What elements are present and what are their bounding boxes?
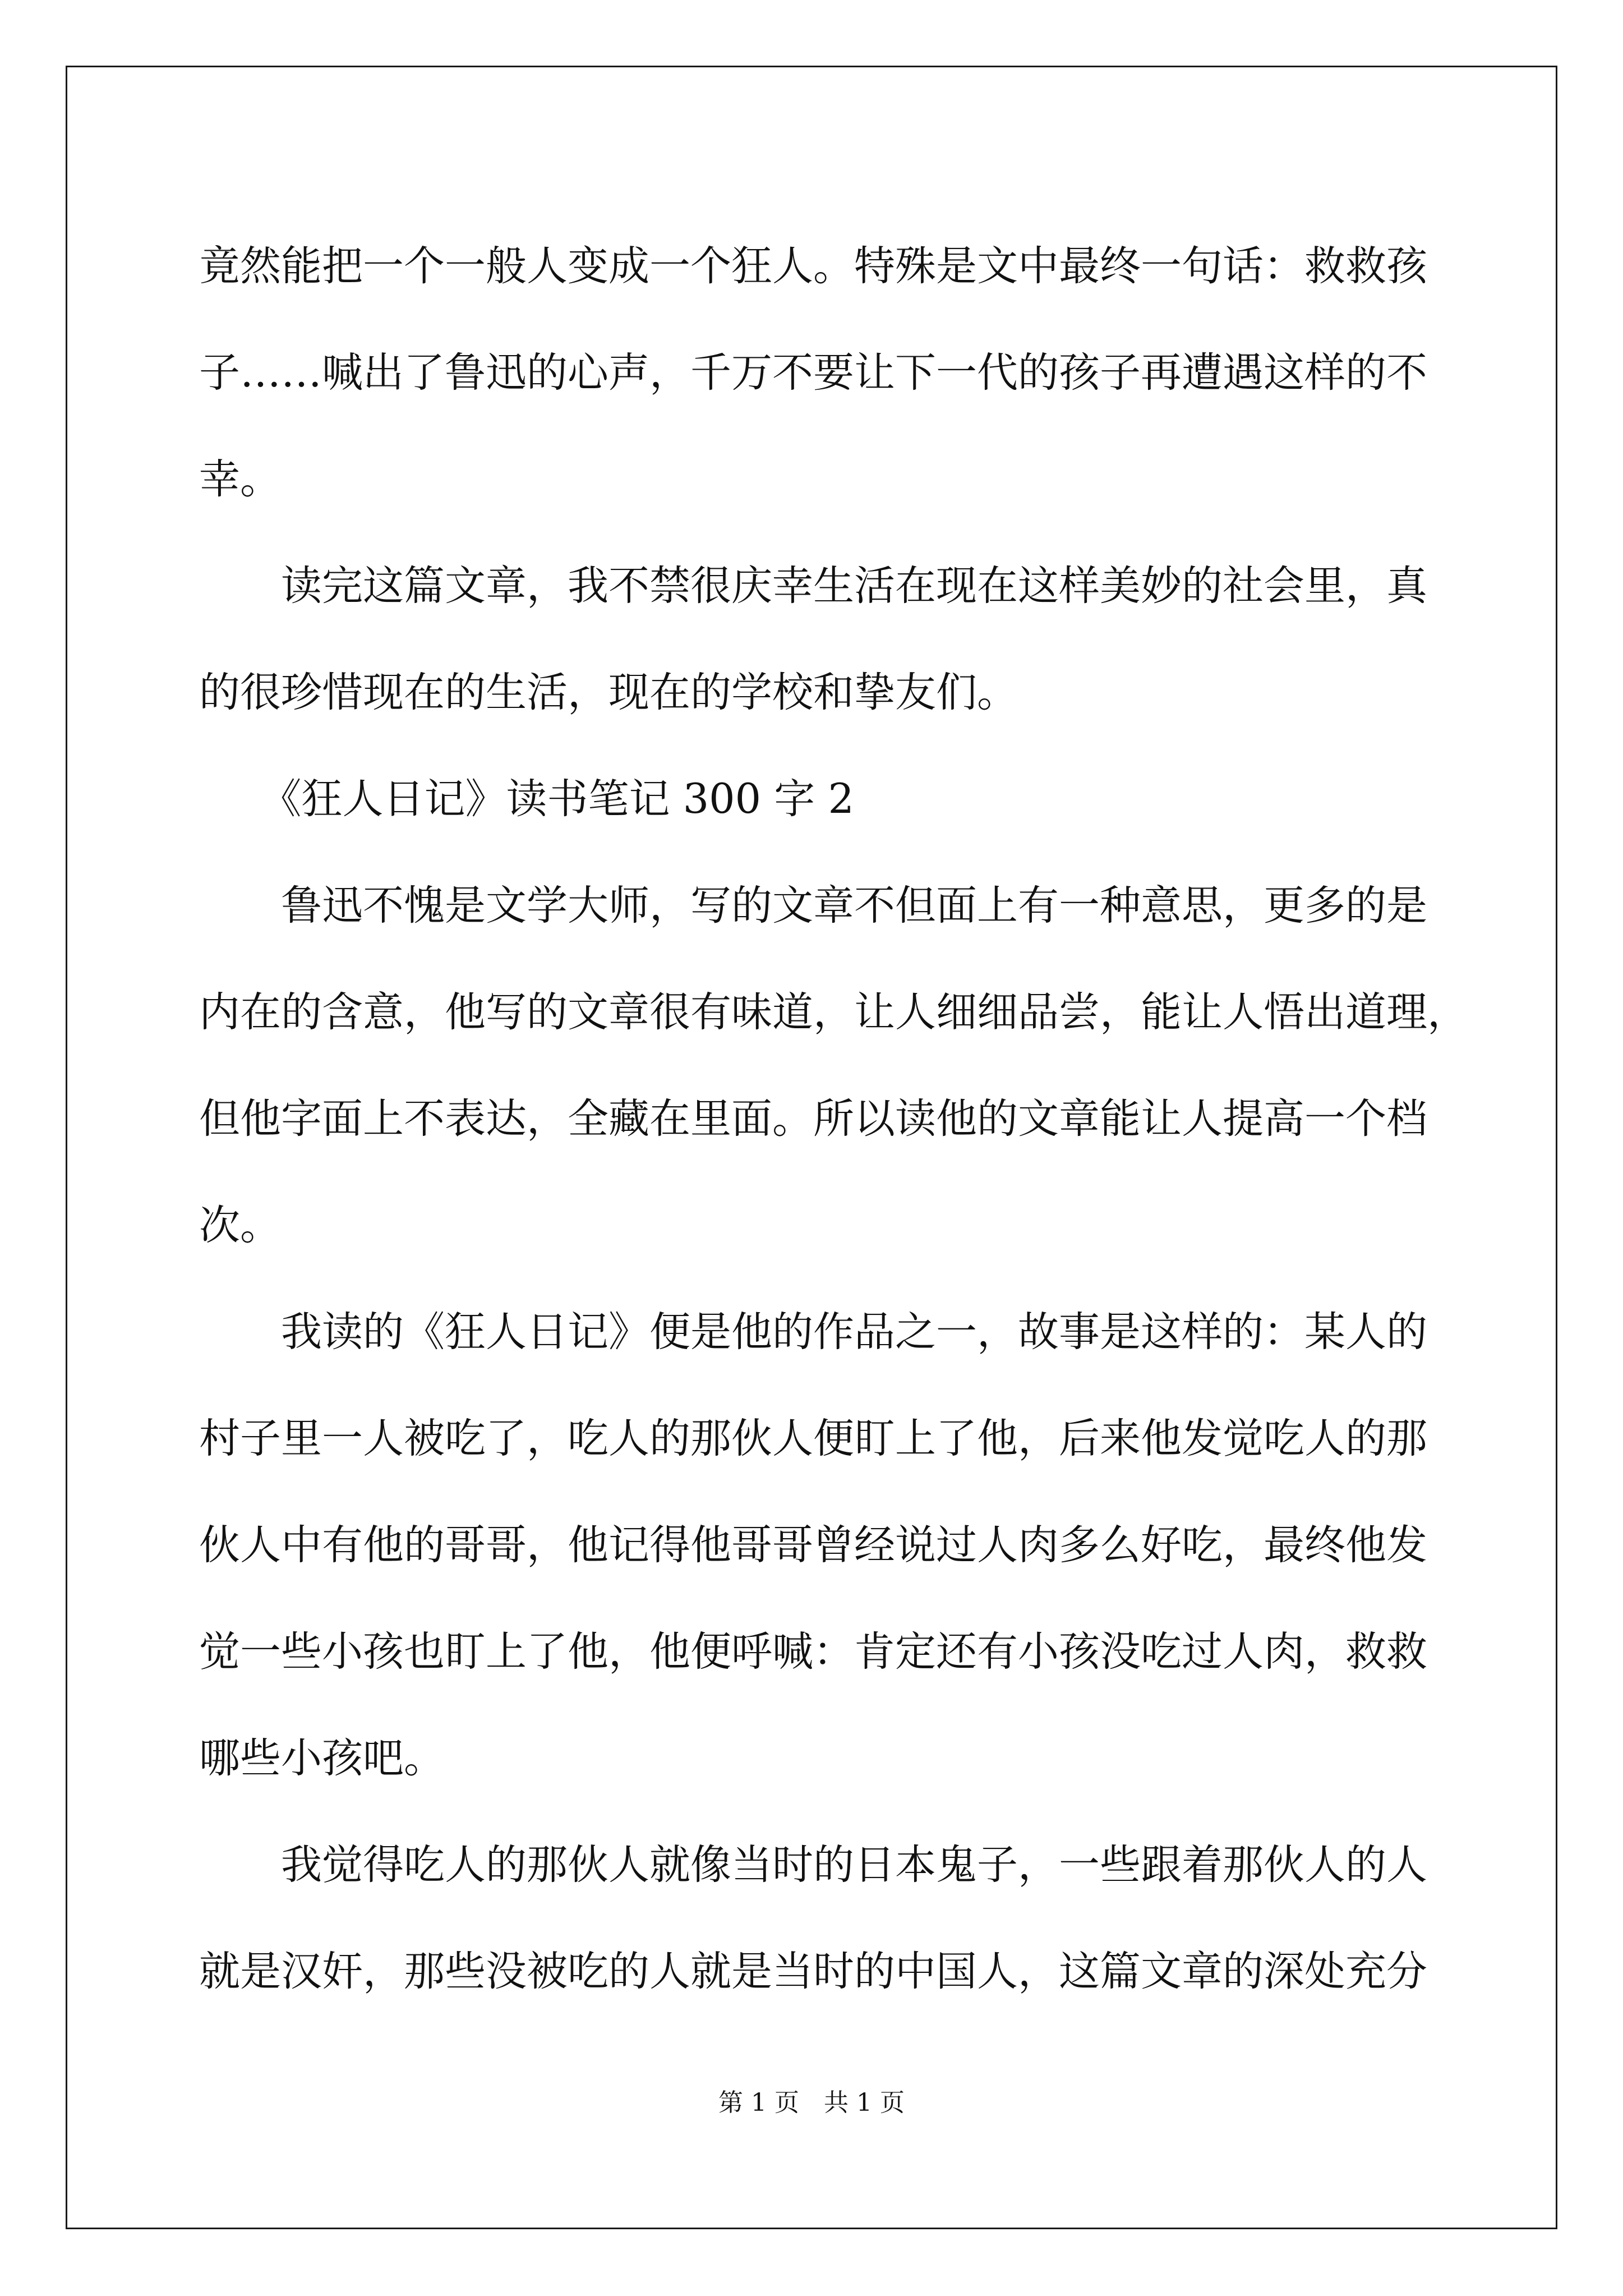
text-line: 子……喊出了鲁迅的心声，千万不要让下一代的孩子再遭遇这样的不	[199, 349, 1427, 397]
text-line: 竟然能把一个一般人变成一个狂人。特殊是文中最终一句话：救救孩	[199, 242, 1427, 290]
text-line: 我觉得吃人的那伙人就像当时的日本鬼子，一些跟着那伙人的人	[199, 1841, 1427, 1889]
text-line: 鲁迅不愧是文学大师，写的文章不但面上有一种意思，更多的是	[199, 882, 1427, 930]
text-line: 觉一些小孩也盯上了他，他便呼喊：肯定还有小孩没吃过人肉，救救	[199, 1628, 1427, 1676]
text-line: 就是汉奸，那些没被吃的人就是当时的中国人，这篇文章的深处充分	[199, 1948, 1427, 1995]
text-line: 但他字面上不表达，全藏在里面。所以读他的文章能让人提高一个档	[199, 1095, 1427, 1143]
text-line: 我读的《狂人日记》便是他的作品之一，故事是这样的：某人的	[199, 1308, 1427, 1356]
text-line: 次。	[199, 1202, 281, 1249]
text-line: 幸。	[199, 455, 281, 503]
document-body	[199, 213, 1478, 2025]
text-line: 伙人中有他的哥哥，他记得他哥哥曾经说过人肉多么好吃，最终他发	[199, 1521, 1427, 1569]
section-heading: 《狂人日记》读书笔记 300 字 2	[199, 775, 854, 823]
page-footer: 第 1 页 共 1 页	[718, 2088, 905, 2117]
text-line: 哪些小孩吧。	[199, 1734, 445, 1782]
text-line: 的很珍惜现在的生活，现在的学校和挚友们。	[199, 669, 1018, 716]
text-line: 读完这篇文章，我不禁很庆幸生活在现在这样美妙的社会里，真	[199, 562, 1427, 610]
text-line: 村子里一人被吃了，吃人的那伙人便盯上了他，后来他发觉吃人的那	[199, 1415, 1427, 1462]
text-line: 内在的含意，他写的文章很有味道，让人细细品尝，能让人悟出道理，	[199, 988, 1468, 1036]
